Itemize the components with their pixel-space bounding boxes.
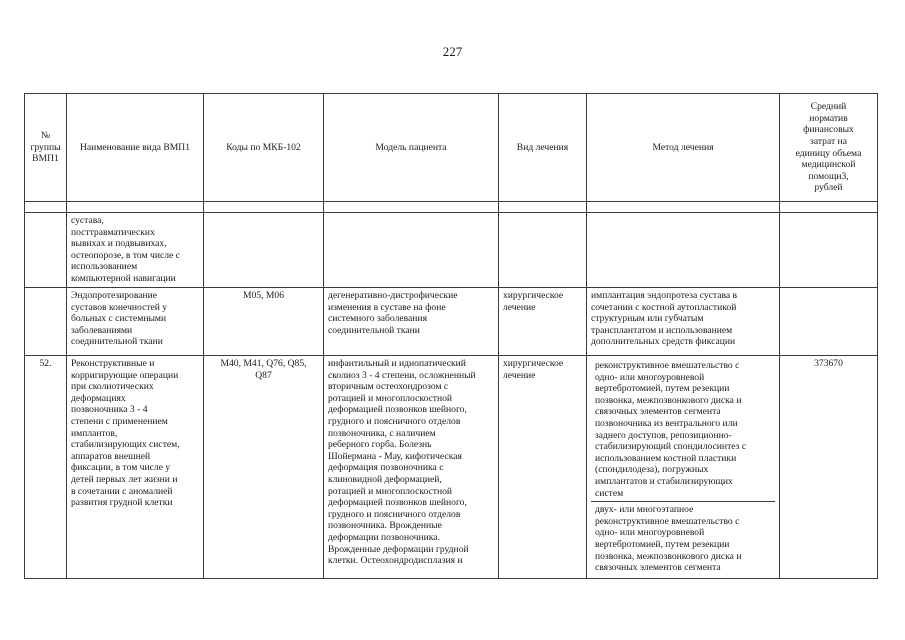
table-row: [25, 356, 878, 579]
cell-patient-model: дегенеративно-дистрофические изменения в суставе на фоне системного заболевания соединительной ткани: [324, 288, 499, 356]
header-treatment-type: Вид лечения: [499, 94, 587, 202]
cell-cost-norm: [780, 213, 878, 288]
cell-cost-norm: [780, 288, 878, 356]
header-patient-model: Модель пациента: [324, 94, 499, 202]
cell-patient-model: [324, 213, 499, 288]
table-row: [25, 288, 878, 356]
header-icd-codes: Коды по МКБ-102: [204, 94, 324, 202]
cell-treatment-method: [587, 356, 780, 579]
cell-treatment-type: [499, 213, 587, 288]
header-cost-norm: Средний норматив финансовых затрат на единицу объема медицинской помощи3, рублей: [780, 94, 878, 202]
spacer-row: [25, 202, 878, 213]
page-number: 227: [442, 44, 463, 59]
cell-cost-norm: 373670: [780, 356, 878, 579]
treatment-method-option: двух- или многоэтапное реконструктивное вмешательство с одно- или многоуровневой вертебротомией, путем резекции позвонка, межпозвонкового диска и связочных элементов сегмента: [591, 501, 775, 576]
cell-icd-codes: M05, M06: [204, 288, 324, 356]
treatment-method-option: реконструктивное вмешательство с одно- или многоуровневой вертебротомией, путем резекции позвонка, межпозвонкового диска и связочных элементов сегмента позвоночника из вентрального или заднего доступов, репозиционно- стабилизирующий спондилосинтез с использованием костной пластики (спондилодеза), погружных имплантатов и стабилизирующих систем: [595, 360, 747, 499]
header-group-number: № группы ВМП1: [25, 94, 67, 202]
cell-treatment-method: имплантация эндопротеза сустава в сочетании с костной аутопластикой структурным или губчатым трансплантатом и использованием дополнительных средств фиксации: [587, 288, 780, 356]
header-vmp-name: Наименование вида ВМП1: [67, 94, 204, 202]
cell-treatment-method: [587, 213, 780, 288]
table-row: [25, 213, 878, 288]
cell-vmp-name: сустава, посттравматических вывихах и подвывихах, остеопорозе, в том числе с использованием компьютерной навигации: [67, 213, 204, 288]
header-treatment-method: Метод лечения: [587, 94, 780, 202]
cell-patient-model: инфантильный и идиопатический сколиоз 3 - 4 степени, осложненный вторичным остеохондрозом с ротацией и многоплоскостной деформацией позвонков шейного, грудного и поясничного отделов позвоночника, с наличием реберного горба. Болезнь Шойермана - Мау, кифотическая деформация позвоночника с клиновидной деформацией, ротацией и многоплоскостной деформацией позвонков шейного, грудного и поясничного отделов позвоночника. Врожденные деформации позвоночника. Врожденные деформации грудной клетки. Остеохондродисплазия и: [324, 356, 499, 579]
cell-group: 52.: [25, 356, 67, 579]
cell-vmp-name: Эндопротезирование суставов конечностей у больных с системными заболеваниями соединительной ткани: [67, 288, 204, 356]
cell-treatment-type: хирургическое лечение: [499, 288, 587, 356]
cell-icd-codes: M40, M41, Q76, Q85, Q87: [204, 356, 324, 579]
cell-treatment-type: хирургическое лечение: [499, 356, 587, 579]
cell-group: [25, 213, 67, 288]
cell-icd-codes: [204, 213, 324, 288]
table-header-row: [25, 94, 878, 202]
cell-vmp-name: Реконструктивные и корригирующие операции при сколиотических деформациях позвоночника 3 - 4 степени с применением имплантов, стабилизирующих систем, аппаратов внешней фиксации, в том числе у детей первых лет жизни и в сочетании с аномалией развития грудной клетки: [67, 356, 204, 579]
cell-group: [25, 288, 67, 356]
vmp-table: [24, 93, 878, 579]
